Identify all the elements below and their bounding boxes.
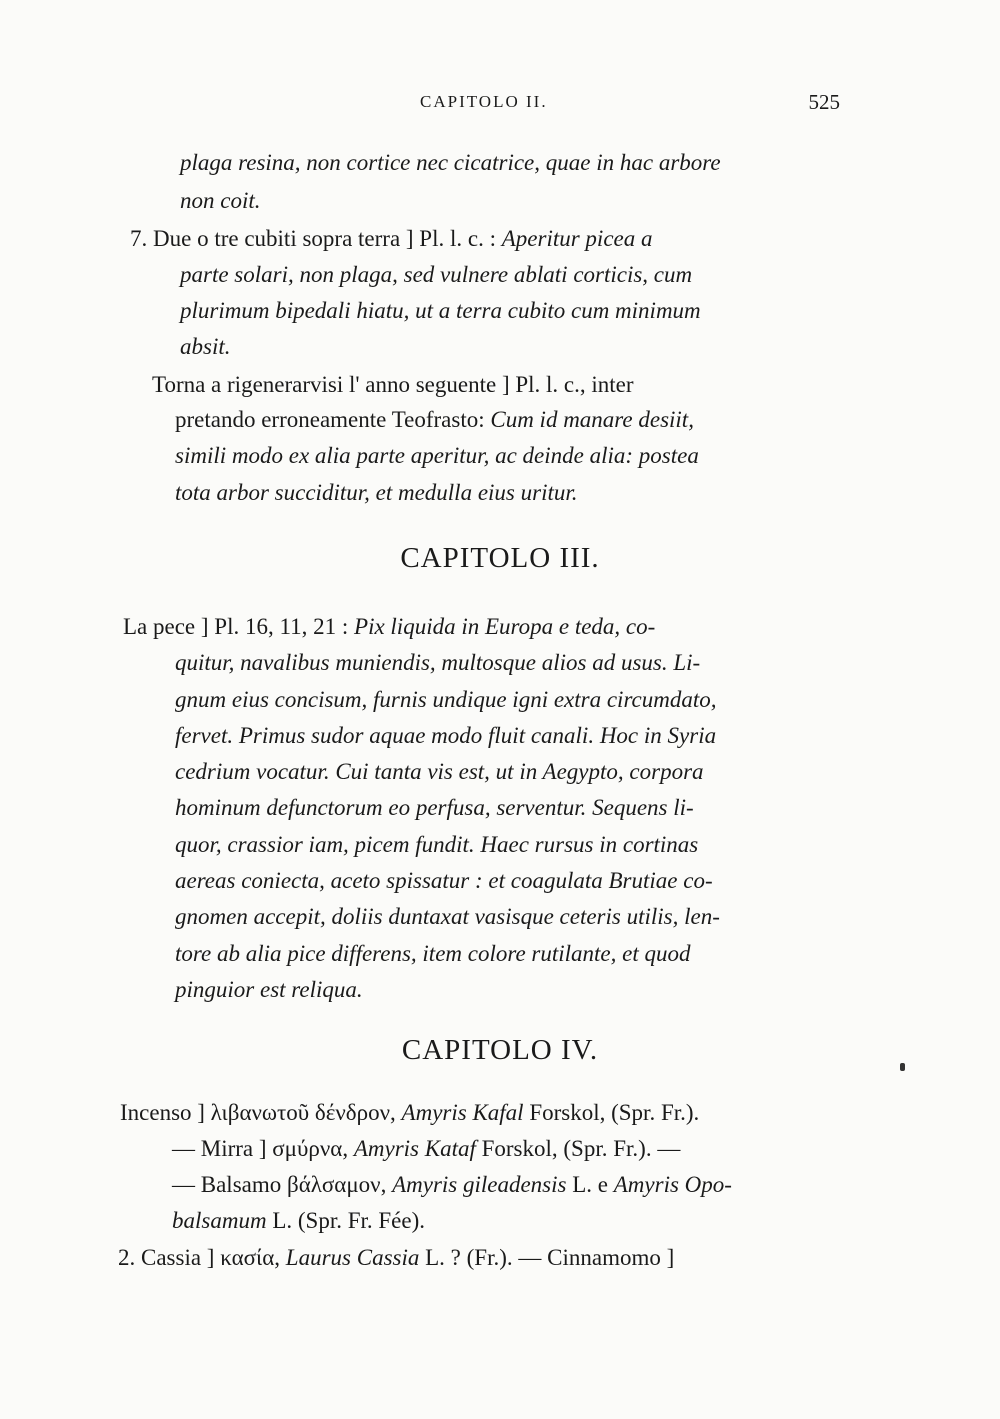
text-span-italic: balsamum [172,1208,267,1233]
text-span-italic: Pix liquida in Europa e teda, co- [354,614,656,639]
chapter-heading: CAPITOLO III. [400,542,600,574]
page-number: 525 [808,90,840,114]
text-line: Torna a rigenerarvisi l' anno seguente ] Pl. l. c., inter [152,372,634,397]
text-line: gnum eius concisum, furnis undique igni extra circumdato, [175,687,717,712]
text-line: fervet. Primus sudor aquae modo fluit canali. Hoc in Syria [175,723,717,748]
text-line [130,224,652,254]
text-span-italic: Amyris Kafal [401,1100,524,1125]
text-span: — Mirra ] σμύρνα, [172,1136,354,1161]
text-span: pretando erroneamente Teofrasto: [175,407,491,432]
text-span: L. ? (Fr.). — Cinnamomo ] [419,1245,675,1270]
running-head-title: CAPITOLO II. [420,92,548,111]
text-line [172,1170,732,1200]
text-line: non coit. [180,188,261,213]
text-line [118,1243,674,1273]
running-head [120,92,840,122]
text-span-italic: Amyris Kataf [353,1136,476,1161]
text-span: Forskol, (Spr. Fr.). — [475,1136,681,1161]
text-line: gnomen accepit, doliis duntaxat vasisque ceteris utilis, len- [175,904,720,929]
text-span-italic: Amyris Opo- [613,1172,732,1197]
text-line [123,612,655,642]
text-span: Incenso ] λιβανωτοῦ δένδρον, [120,1100,402,1125]
text-line: absit. [180,334,231,359]
text-line: pinguior est reliqua. [175,977,363,1002]
text-line: simili modo ex alia parte aperitur, ac deinde alia: postea [175,443,699,468]
text-line [172,1206,425,1236]
text-line: parte solari, non plaga, sed vulnere ablati corticis, cum [180,262,693,287]
text-line [175,405,694,435]
text-line [172,1134,680,1164]
text-line [120,1098,699,1128]
text-line: tota arbor succiditur, et medulla eius uritur. [175,480,578,505]
text-line: quor, crassior iam, picem fundit. Haec rursus in cortinas [175,832,699,857]
text-line: cedrium vocatur. Cui tanta vis est, ut in Aegypto, corpora [175,759,704,784]
text-line: plaga resina, non cortice nec cicatrice, quae in hac arbore [180,150,721,175]
text-span-italic: Aperitur picea a [501,226,653,251]
chapter-heading: CAPITOLO IV. [401,1034,599,1066]
text-span-italic: Amyris gileadensis [392,1172,567,1197]
text-span-italic: Cum id manare desiit, [490,407,694,432]
text-span: L. e [566,1172,614,1197]
text-span: La pece ] Pl. 16, 11, 21 : [123,614,355,639]
text-line: quitur, navalibus muniendis, multosque alios ad usus. Li- [175,650,701,675]
text-span: 7. Due o tre cubiti sopra terra ] Pl. l. c. : [130,226,502,251]
text-span: — Balsamo βάλσαμον, [172,1172,393,1197]
text-span: L. (Spr. Fr. Fée). [266,1208,426,1233]
text-span: Forskol, (Spr. Fr.). [523,1100,700,1125]
ink-speck [900,1063,905,1071]
text-line: plurimum bipedali hiatu, ut a terra cubito cum minimum [180,298,701,323]
text-span-italic: Laurus Cassia [285,1245,420,1270]
text-line: hominum defunctorum eo perfusa, serventur. Sequens li- [175,795,694,820]
text-line: tore ab alia pice differens, item colore rutilante, et quod [175,941,691,966]
text-line: aereas coniecta, aceto spissatur : et coagulata Brutiae co- [175,868,713,893]
text-span: 2. Cassia ] κασία, [118,1245,286,1270]
